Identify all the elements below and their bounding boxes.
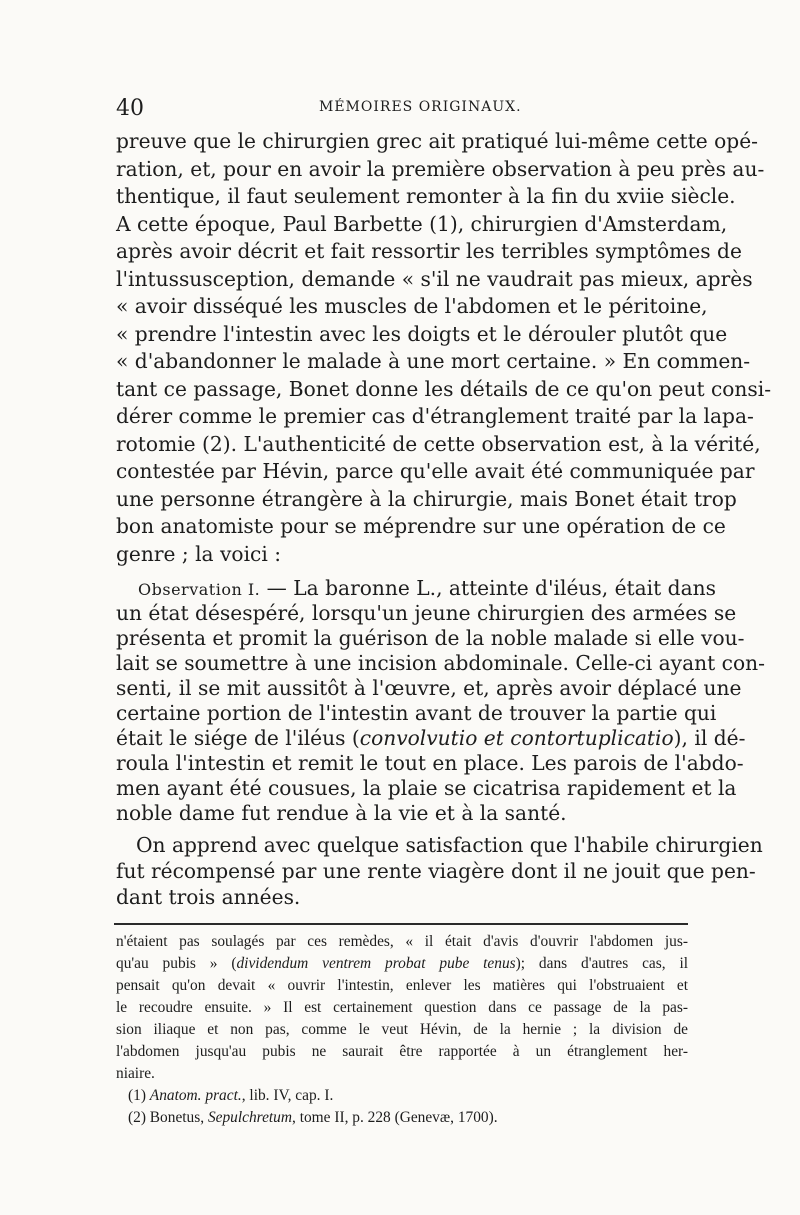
text-line-with-italic bbox=[116, 726, 746, 751]
reference-title: Sepulchretum bbox=[207, 1109, 292, 1126]
text-line: contestée par Hévin, parce qu'elle avait été communiquée par bbox=[116, 459, 755, 483]
text-line: présenta et promit la guérison de la noble malade si elle vou- bbox=[116, 626, 745, 650]
running-title: MÉMOIRES ORIGINAUX. bbox=[319, 99, 522, 115]
text-line: fut récompensé par une rente viagère dont il ne jouit que pen- bbox=[116, 859, 756, 883]
reference-1 bbox=[128, 1085, 688, 1107]
text-span: , tome II, p. 228 (Genevæ, 1700). bbox=[292, 1109, 498, 1126]
text-line: une personne étrangère à la chirurgie, mais Bonet était trop bbox=[116, 486, 737, 511]
footnote-line: niaire. bbox=[116, 1065, 155, 1082]
text-span: ), il dé- bbox=[673, 726, 746, 750]
text-span: — La baronne L., atteinte d'iléus, était dans bbox=[260, 576, 716, 600]
text-line: certaine portion de l'intestin avant de trouver la partie qui bbox=[116, 701, 717, 725]
page-number: 40 bbox=[116, 96, 144, 121]
text-span: ); dans d'autres cas, il bbox=[515, 955, 689, 972]
text-span: (1) bbox=[128, 1087, 150, 1104]
text-line: genre ; la voici : bbox=[116, 541, 282, 566]
footnote-line: n'étaient pas soulagés par ces remèdes, « il était d'avis d'ouvrir l'abdomen jus- bbox=[116, 933, 688, 950]
text-line: bon anatomiste pour se méprendre sur une opération de ce bbox=[116, 514, 726, 538]
observation-heading-line bbox=[138, 576, 716, 601]
text-line: rotomie (2). L'authenticité de cette observation est, à la vérité, bbox=[116, 431, 761, 456]
text-line: un état désespéré, lorsqu'un jeune chirurgien des armées se bbox=[116, 601, 737, 625]
page-header bbox=[114, 96, 690, 120]
text-line: lait se soumettre à une incision abdominale. Celle-ci ayant con- bbox=[116, 651, 765, 675]
text-span: était le siége de l'iléus ( bbox=[116, 726, 360, 750]
reference-2 bbox=[128, 1107, 688, 1129]
reference-title: Anatom. pract. bbox=[149, 1087, 242, 1104]
text-line: roula l'intestin et remit le tout en place. Les parois de l'abdo- bbox=[116, 751, 744, 775]
footnote-rule bbox=[114, 923, 688, 925]
text-line: noble dame fut rendue à la vie et à la santé. bbox=[116, 801, 567, 825]
footnote-line: le recoudre ensuite. » Il est certainement question dans ce passage de la pas- bbox=[116, 999, 688, 1016]
text-line: « d'abandonner le malade à une mort certaine. » En commen- bbox=[116, 349, 751, 373]
text-span: , lib. IV, cap. I. bbox=[241, 1087, 334, 1104]
text-line: tant ce passage, Bonet donne les détails de ce qu'on peut consi- bbox=[116, 376, 772, 401]
text-line: l'intussusception, demande « s'il ne vaudrait pas mieux, après bbox=[116, 266, 753, 291]
text-line: thentique, il faut seulement remonter à la fin du xviie siècle. bbox=[116, 184, 736, 208]
text-line: dant trois années. bbox=[116, 885, 301, 909]
text-line: On apprend avec quelque satisfaction que l'habile chirurgien bbox=[136, 833, 763, 857]
text-line: « avoir disséqué les muscles de l'abdomen et le péritoine, bbox=[116, 294, 708, 318]
observation-label: Observation I. bbox=[138, 580, 261, 599]
text-line: preuve que le chirurgien grec ait pratiqué lui-même cette opé- bbox=[116, 129, 758, 153]
latin-term: dividendum ventrem probat pube tenus bbox=[236, 955, 516, 972]
footnote-line-with-italic bbox=[116, 953, 688, 975]
text-line: ration, et, pour en avoir la première observation à peu près au- bbox=[116, 156, 765, 181]
text-line: « prendre l'intestin avec les doigts et le dérouler plutôt que bbox=[116, 321, 728, 346]
footnote-line: sion iliaque et non pas, comme le veut Hévin, de la hernie ; la division de bbox=[116, 1021, 688, 1038]
text-line: A cette époque, Paul Barbette (1), chirurgien d'Amsterdam, bbox=[116, 211, 728, 236]
footnote-line: pensait qu'on devait « ouvrir l'intestin, enlever les matières qui l'obstruaient et bbox=[116, 977, 688, 994]
footnote-line: l'abdomen jusqu'au pubis ne saurait être rapportée à un étranglement her- bbox=[116, 1043, 688, 1060]
text-line: senti, il se mit aussitôt à l'œuvre, et, après avoir déplacé une bbox=[116, 676, 742, 700]
text-line: men ayant été cousues, la plaie se cicatrisa rapidement et la bbox=[116, 776, 737, 800]
text-line: dérer comme le premier cas d'étranglement traité par la lapa- bbox=[116, 404, 754, 428]
text-line: après avoir décrit et fait ressortir les terribles symptômes de bbox=[116, 239, 742, 263]
text-span: (2) Bonetus, bbox=[128, 1109, 208, 1126]
latin-term: convolvutio et contortuplicatio bbox=[359, 726, 674, 750]
text-span: qu'au pubis » ( bbox=[116, 955, 237, 972]
